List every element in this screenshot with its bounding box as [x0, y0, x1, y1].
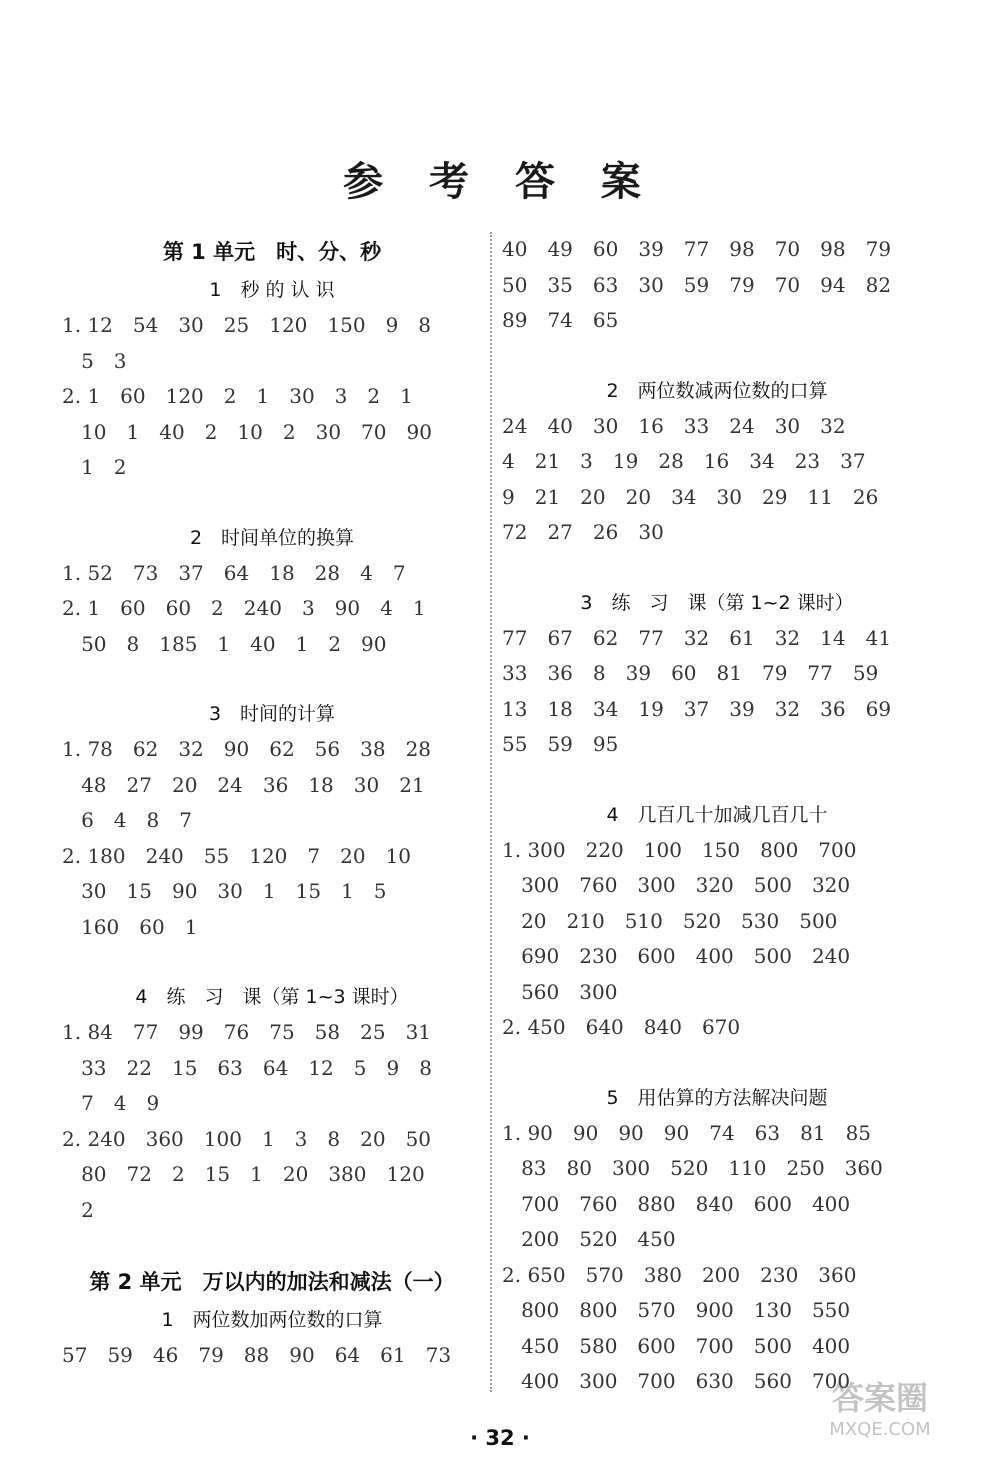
answer-line: 57 59 46 79 88 90 64 61 73 [62, 1343, 452, 1367]
unit-1-heading: 第 1 单元 时、分、秒 [162, 240, 382, 264]
answer-line: 160 60 1 [62, 914, 198, 939]
answer-line: 1 2 [62, 455, 127, 479]
page-title: 参 考 答 案 [343, 159, 657, 205]
answer-line: 560 300 [502, 979, 618, 1004]
answer-line: 2. 650 570 380 200 230 360 [502, 1262, 857, 1287]
answer-line: 7 4 9 [62, 1091, 160, 1115]
lesson-heading: 4 几百几十加减几百几十 [606, 803, 828, 826]
lesson-heading: 1 秒 的 认 识 [209, 279, 335, 301]
answer-line: 20 210 510 520 530 500 [502, 908, 838, 933]
answer-line: 13 18 34 19 37 39 32 36 69 [502, 696, 892, 721]
lesson-heading: 3 时间的计算 [208, 703, 336, 725]
answer-line: 690 230 600 400 500 240 [502, 944, 851, 968]
spacer [502, 1046, 932, 1080]
answer-line: 55 59 95 [502, 732, 619, 756]
answer-line: 50 35 63 30 59 79 70 94 82 [502, 272, 892, 297]
spacer [502, 339, 932, 373]
watermark-text: 答案圈 [831, 1379, 929, 1417]
answer-line: 83 80 300 520 110 250 360 [502, 1156, 883, 1180]
lesson-heading: 1 两位数加两位数的口算 [161, 1309, 383, 1331]
answer-line: 2. 1 60 120 2 1 30 3 2 1 [62, 384, 413, 408]
left-column [62, 232, 482, 1374]
spacer [502, 763, 932, 797]
spacer [62, 486, 482, 520]
answer-line: 10 1 40 2 10 2 30 70 90 [62, 419, 432, 444]
answer-line: 1. 78 62 32 90 62 56 38 28 [62, 737, 432, 761]
answer-line: 50 8 185 1 40 1 2 90 [62, 631, 387, 656]
answer-line: 1. 52 73 37 64 18 28 4 7 [62, 560, 406, 585]
lesson-heading: 4 练 习 课（第 1~3 课时） [135, 986, 409, 1008]
answer-line: 89 74 65 [502, 308, 619, 332]
answer-line: 2. 240 360 100 1 3 8 20 50 [62, 1126, 432, 1151]
answer-line: 400 300 700 630 560 700 [502, 1369, 851, 1393]
column-divider [490, 232, 492, 1392]
answer-line: 1. 12 54 30 25 120 150 9 8 [62, 313, 432, 337]
watermark-logo [790, 1371, 970, 1441]
page-number: · 32 · [470, 1426, 530, 1450]
answer-line: 1. 84 77 99 76 75 58 25 31 [62, 1020, 432, 1044]
answer-line: 6 4 8 7 [62, 808, 192, 832]
answer-line: 72 27 26 30 [502, 520, 664, 544]
unit-2-heading: 第 2 单元 万以内的加法和减法（一） [89, 1270, 455, 1294]
lesson-heading: 3 练 习 课（第 1~2 课时） [580, 591, 854, 614]
spacer [62, 945, 482, 979]
spacer [62, 662, 482, 696]
right-column [502, 232, 932, 1400]
answer-line: 700 760 880 840 600 400 [502, 1191, 851, 1216]
answer-line: 33 36 8 39 60 81 79 77 59 [502, 661, 879, 685]
answer-line: 4 21 3 19 28 16 34 23 37 [502, 449, 866, 473]
lesson-heading: 2 时间单位的换算 [189, 526, 355, 549]
answer-line: 2. 450 640 840 670 [502, 1015, 741, 1039]
answer-line: 450 580 600 700 500 400 [502, 1333, 851, 1358]
answer-line: 24 40 30 16 33 24 30 32 [502, 413, 846, 438]
answer-line: 200 520 450 [502, 1227, 676, 1251]
lesson-heading: 2 两位数减两位数的口算 [606, 379, 828, 402]
answer-line: 80 72 2 15 1 20 380 120 [62, 1162, 425, 1186]
answer-line: 1. 90 90 90 90 74 63 81 85 [502, 1120, 872, 1145]
answer-line: 40 49 60 39 77 98 70 98 79 [502, 237, 892, 261]
answer-line: 33 22 15 63 64 12 5 9 8 [62, 1055, 432, 1080]
answer-line: 77 67 62 77 32 61 32 14 41 [502, 625, 892, 650]
answer-line: 30 15 90 30 1 15 1 5 [62, 879, 387, 903]
watermark-subtext: MXQE.COM [829, 1419, 931, 1440]
answer-line: 2. 180 240 55 120 7 20 10 [62, 843, 412, 868]
answer-line: 2. 1 60 60 2 240 3 90 4 1 [62, 596, 426, 620]
answer-line: 800 800 570 900 130 550 [502, 1298, 851, 1322]
answer-line: 48 27 20 24 36 18 30 21 [62, 772, 425, 797]
spacer [62, 1228, 482, 1262]
answer-line: 5 3 [62, 348, 127, 373]
lesson-heading: 5 用估算的方法解决问题 [606, 1086, 828, 1109]
answer-line: 1. 300 220 100 150 800 700 [502, 837, 857, 862]
answer-line: 300 760 300 320 500 320 [502, 873, 851, 897]
spacer [502, 551, 932, 585]
answer-line: 2 [62, 1197, 94, 1222]
answer-line: 9 21 20 20 34 30 29 11 26 [502, 484, 879, 509]
